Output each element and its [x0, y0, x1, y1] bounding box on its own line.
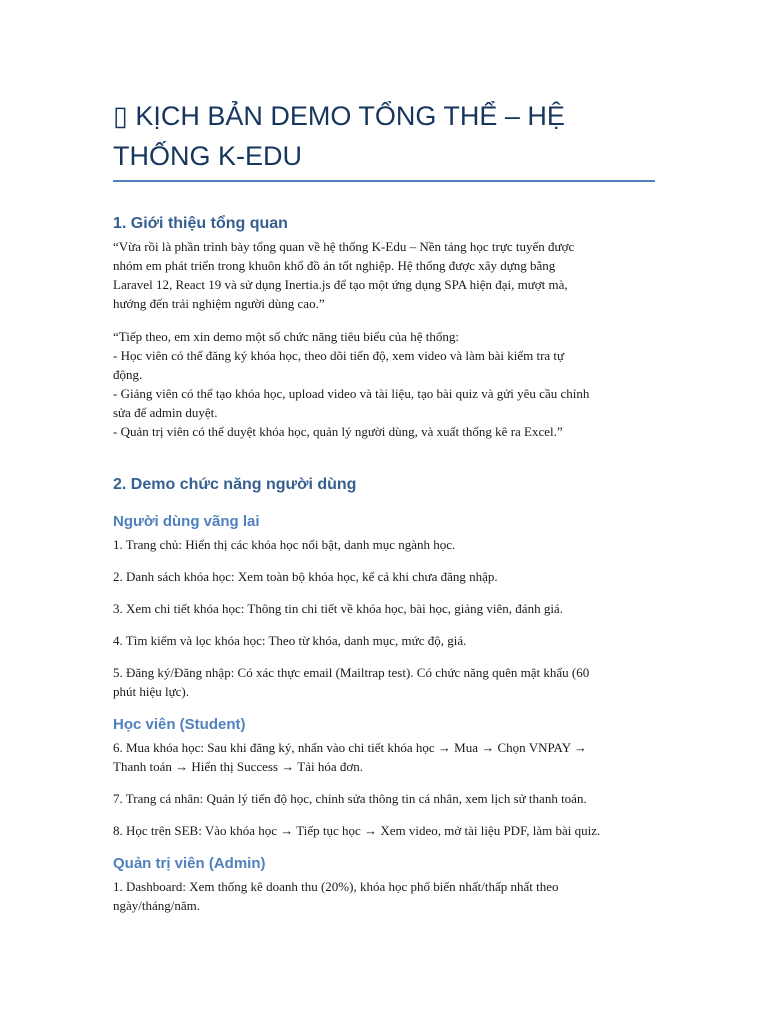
student-item-8: [113, 821, 655, 840]
list-item-line: ngày/tháng/năm.: [113, 898, 201, 913]
student-heading: Học viên (Student): [113, 716, 246, 733]
paragraph-line: - Học viên có thể đăng ký khóa học, theo dõi tiến độ, xem video và làm bài kiểm tra tự: [113, 348, 565, 363]
admin-heading: Quản trị viên (Admin): [113, 855, 266, 872]
list-item-line: 4. Tìm kiếm và lọc khóa học: Theo từ khóa, danh mục, mức độ, giá.: [113, 633, 467, 648]
paragraph-line: Laravel 12, React 19 và sử dụng Inertia.js để tạo một ứng dụng SPA hiện đại, mượt mà,: [113, 277, 568, 292]
list-item-line: 2. Danh sách khóa học: Xem toàn bộ khóa học, kể cả khi chưa đăng nhập.: [113, 569, 498, 584]
list-item-line: Thanh toán → Hiển thị Success → Tải hóa đơn.: [113, 759, 363, 774]
list-item-line: 7. Trang cá nhân: Quản lý tiến độ học, chỉnh sửa thông tin cá nhân, xem lịch sử thanh toán.: [113, 791, 587, 806]
list-item-line: phút hiệu lực).: [113, 684, 190, 699]
section-2-heading: 2. Demo chức năng người dùng: [113, 476, 357, 493]
title-line-2: THỐNG K-EDU: [113, 141, 302, 171]
document-title: [113, 96, 655, 176]
title-divider: [113, 180, 655, 182]
paragraph-line: - Quản trị viên có thể duyệt khóa học, quản lý người dùng, và xuất thống kê ra Excel.”: [113, 424, 563, 439]
list-item-line: 1. Trang chủ: Hiển thị các khóa học nổi bật, danh mục ngành học.: [113, 537, 456, 552]
paragraph-line: - Giảng viên có thể tạo khóa học, upload video và tài liệu, tạo bài quiz và gửi yêu cầu chỉnh: [113, 386, 590, 401]
paragraph-line: hướng đến trải nghiệm người dùng cao.”: [113, 296, 325, 311]
list-item-line: 5. Đăng ký/Đăng nhập: Có xác thực email (Mailtrap test). Có chức năng quên mật khẩu (60: [113, 665, 590, 680]
paragraph-line: nhóm em phát triển trong khuôn khổ đồ án tốt nghiệp. Hệ thống được xây dựng bằng: [113, 258, 556, 273]
section-1-paragraph-2: [113, 327, 655, 441]
guest-item-5: [113, 663, 655, 701]
section-1-heading: 1. Giới thiệu tổng quan: [113, 215, 288, 232]
admin-item-1: [113, 877, 655, 915]
guest-item-4: [113, 631, 655, 650]
student-item-6: [113, 738, 655, 776]
title-line-1: ▯ KỊCH BẢN DEMO TỔNG THỂ – HỆ: [113, 101, 565, 131]
paragraph-line: động.: [113, 367, 143, 382]
student-item-7: [113, 789, 655, 808]
list-item-line: 3. Xem chi tiết khóa học: Thông tin chi tiết về khóa học, bài học, giảng viên, đánh giá.: [113, 601, 563, 616]
paragraph-line: “Vừa rồi là phần trình bày tổng quan về hệ thống K-Edu – Nền tảng học trực tuyến được: [113, 239, 575, 254]
guest-heading: Người dùng vãng lai: [113, 513, 260, 530]
paragraph-line: “Tiếp theo, em xin demo một số chức năng tiêu biểu của hệ thống:: [113, 329, 459, 344]
guest-item-2: [113, 567, 655, 586]
guest-item-1: [113, 535, 655, 554]
guest-item-3: [113, 599, 655, 618]
list-item-line: 6. Mua khóa học: Sau khi đăng ký, nhấn vào chi tiết khóa học → Mua → Chọn VNPAY →: [113, 740, 587, 755]
section-1-paragraph-1: [113, 237, 655, 313]
list-item-line: 1. Dashboard: Xem thống kê doanh thu (20%), khóa học phổ biến nhất/thấp nhất theo: [113, 879, 559, 894]
list-item-line: 8. Học trên SEB: Vào khóa học → Tiếp tục học → Xem video, mở tài liệu PDF, làm bài quiz.: [113, 823, 601, 838]
paragraph-line: sửa để admin duyệt.: [113, 405, 218, 420]
